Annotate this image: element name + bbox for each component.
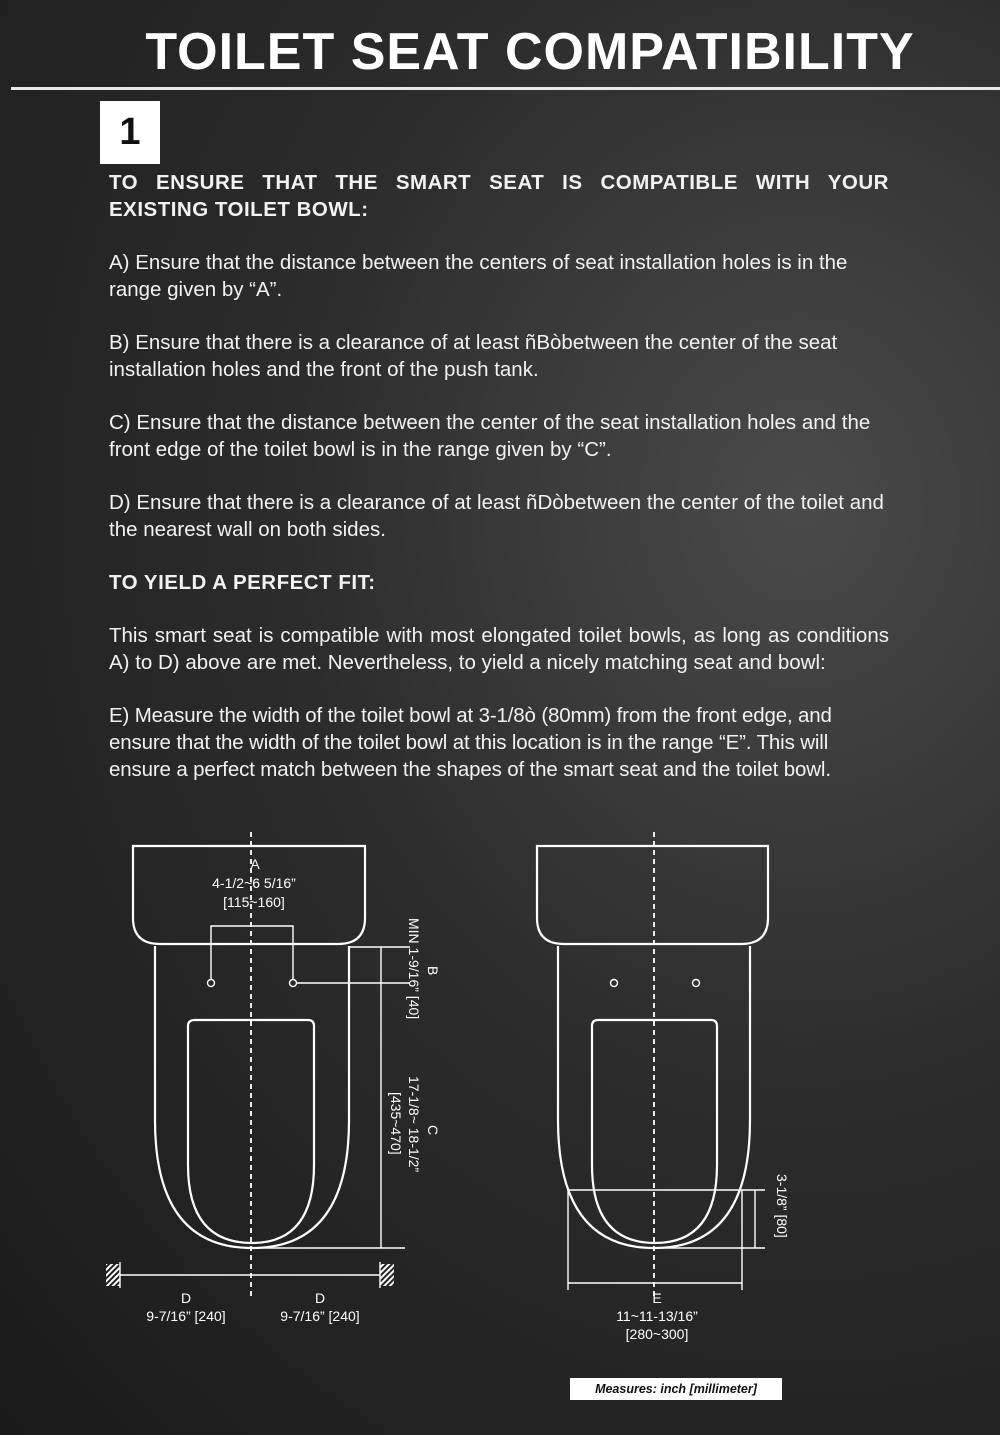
page-title: TOILET SEAT COMPATIBILITY — [145, 23, 915, 81]
compatibility-heading: TO ENSURE THAT THE SMART SEAT IS COMPATIBLE WITH YOUR EXISTING TOILET BOWL: — [109, 171, 889, 221]
measures-note: Measures: inch [millimeter] — [570, 1378, 782, 1400]
right-wall-hatch — [380, 1264, 394, 1286]
right-hole-right-icon — [693, 980, 700, 987]
d-right-value: 9-7/16” [240] — [280, 1308, 360, 1324]
b-letter: B — [425, 966, 441, 976]
c-mm-label: [435~470] — [388, 1092, 404, 1155]
a-mm-label: [115~160] — [223, 894, 285, 910]
e-mm-label: [280~300] — [625, 1326, 689, 1342]
b-value-label: MIN 1-9/16” [40] — [406, 918, 422, 1020]
condition-b: B) Ensure that there is a clearance of at least ñBòbetween the center of the seat installation holes and the front of the push tank. — [109, 331, 838, 381]
e-offset-label: 3-1/8” [80] — [774, 1174, 790, 1238]
left-toilet — [106, 832, 441, 1324]
left-hole-left-icon — [208, 980, 215, 987]
perfect-fit-heading: TO YIELD A PERFECT FIT: — [109, 571, 376, 594]
e-letter: E — [652, 1290, 662, 1306]
c-letter: C — [425, 1125, 441, 1136]
left-wall-hatch — [106, 1264, 120, 1286]
d-left-letter: D — [180, 1290, 192, 1306]
d-right-letter: D — [314, 1290, 326, 1306]
fit-paragraph: This smart seat is compatible with most elongated toilet bowls, as long as conditions A) to D) above are met. Nevertheless, to yield a nicely matching seat and bowl: — [109, 624, 889, 674]
condition-e: E) Measure the width of the toilet bowl at 3-1/8ò (80mm) from the front edge, and ensure that the width of the toilet bowl at this location is in the range “E”. This will ensure a perfect match between the shapes of the smart seat and the toilet bowl. — [109, 704, 832, 781]
right-tank — [537, 846, 768, 944]
e-inch-label: 11~11-13/16” — [616, 1308, 698, 1324]
condition-d: D) Ensure that there is a clearance of at least ñDòbetween the center of the toilet and the nearest wall on both sides. — [109, 491, 884, 541]
right-hole-left-icon — [611, 980, 618, 987]
condition-a: A) Ensure that the distance between the centers of seat installation holes is in the range given by “A”. — [109, 251, 848, 301]
step-number-badge: 1 — [100, 101, 160, 164]
left-hole-right-icon — [290, 980, 297, 987]
a-inch-label: 4-1/2~6 5/16” — [212, 875, 296, 891]
a-letter: A — [250, 856, 260, 872]
d-left-value: 9-7/16” [240] — [146, 1308, 226, 1324]
c-inch-label: 17-1/8~ 18-1/2” — [406, 1076, 422, 1173]
right-toilet — [537, 832, 790, 1342]
condition-c: C) Ensure that the distance between the center of the seat installation holes and the front edge of the toilet bowl is in the range given by “C”. — [109, 411, 871, 461]
left-bowl-outline — [155, 946, 349, 1248]
a-dimension-bracket — [211, 926, 293, 979]
